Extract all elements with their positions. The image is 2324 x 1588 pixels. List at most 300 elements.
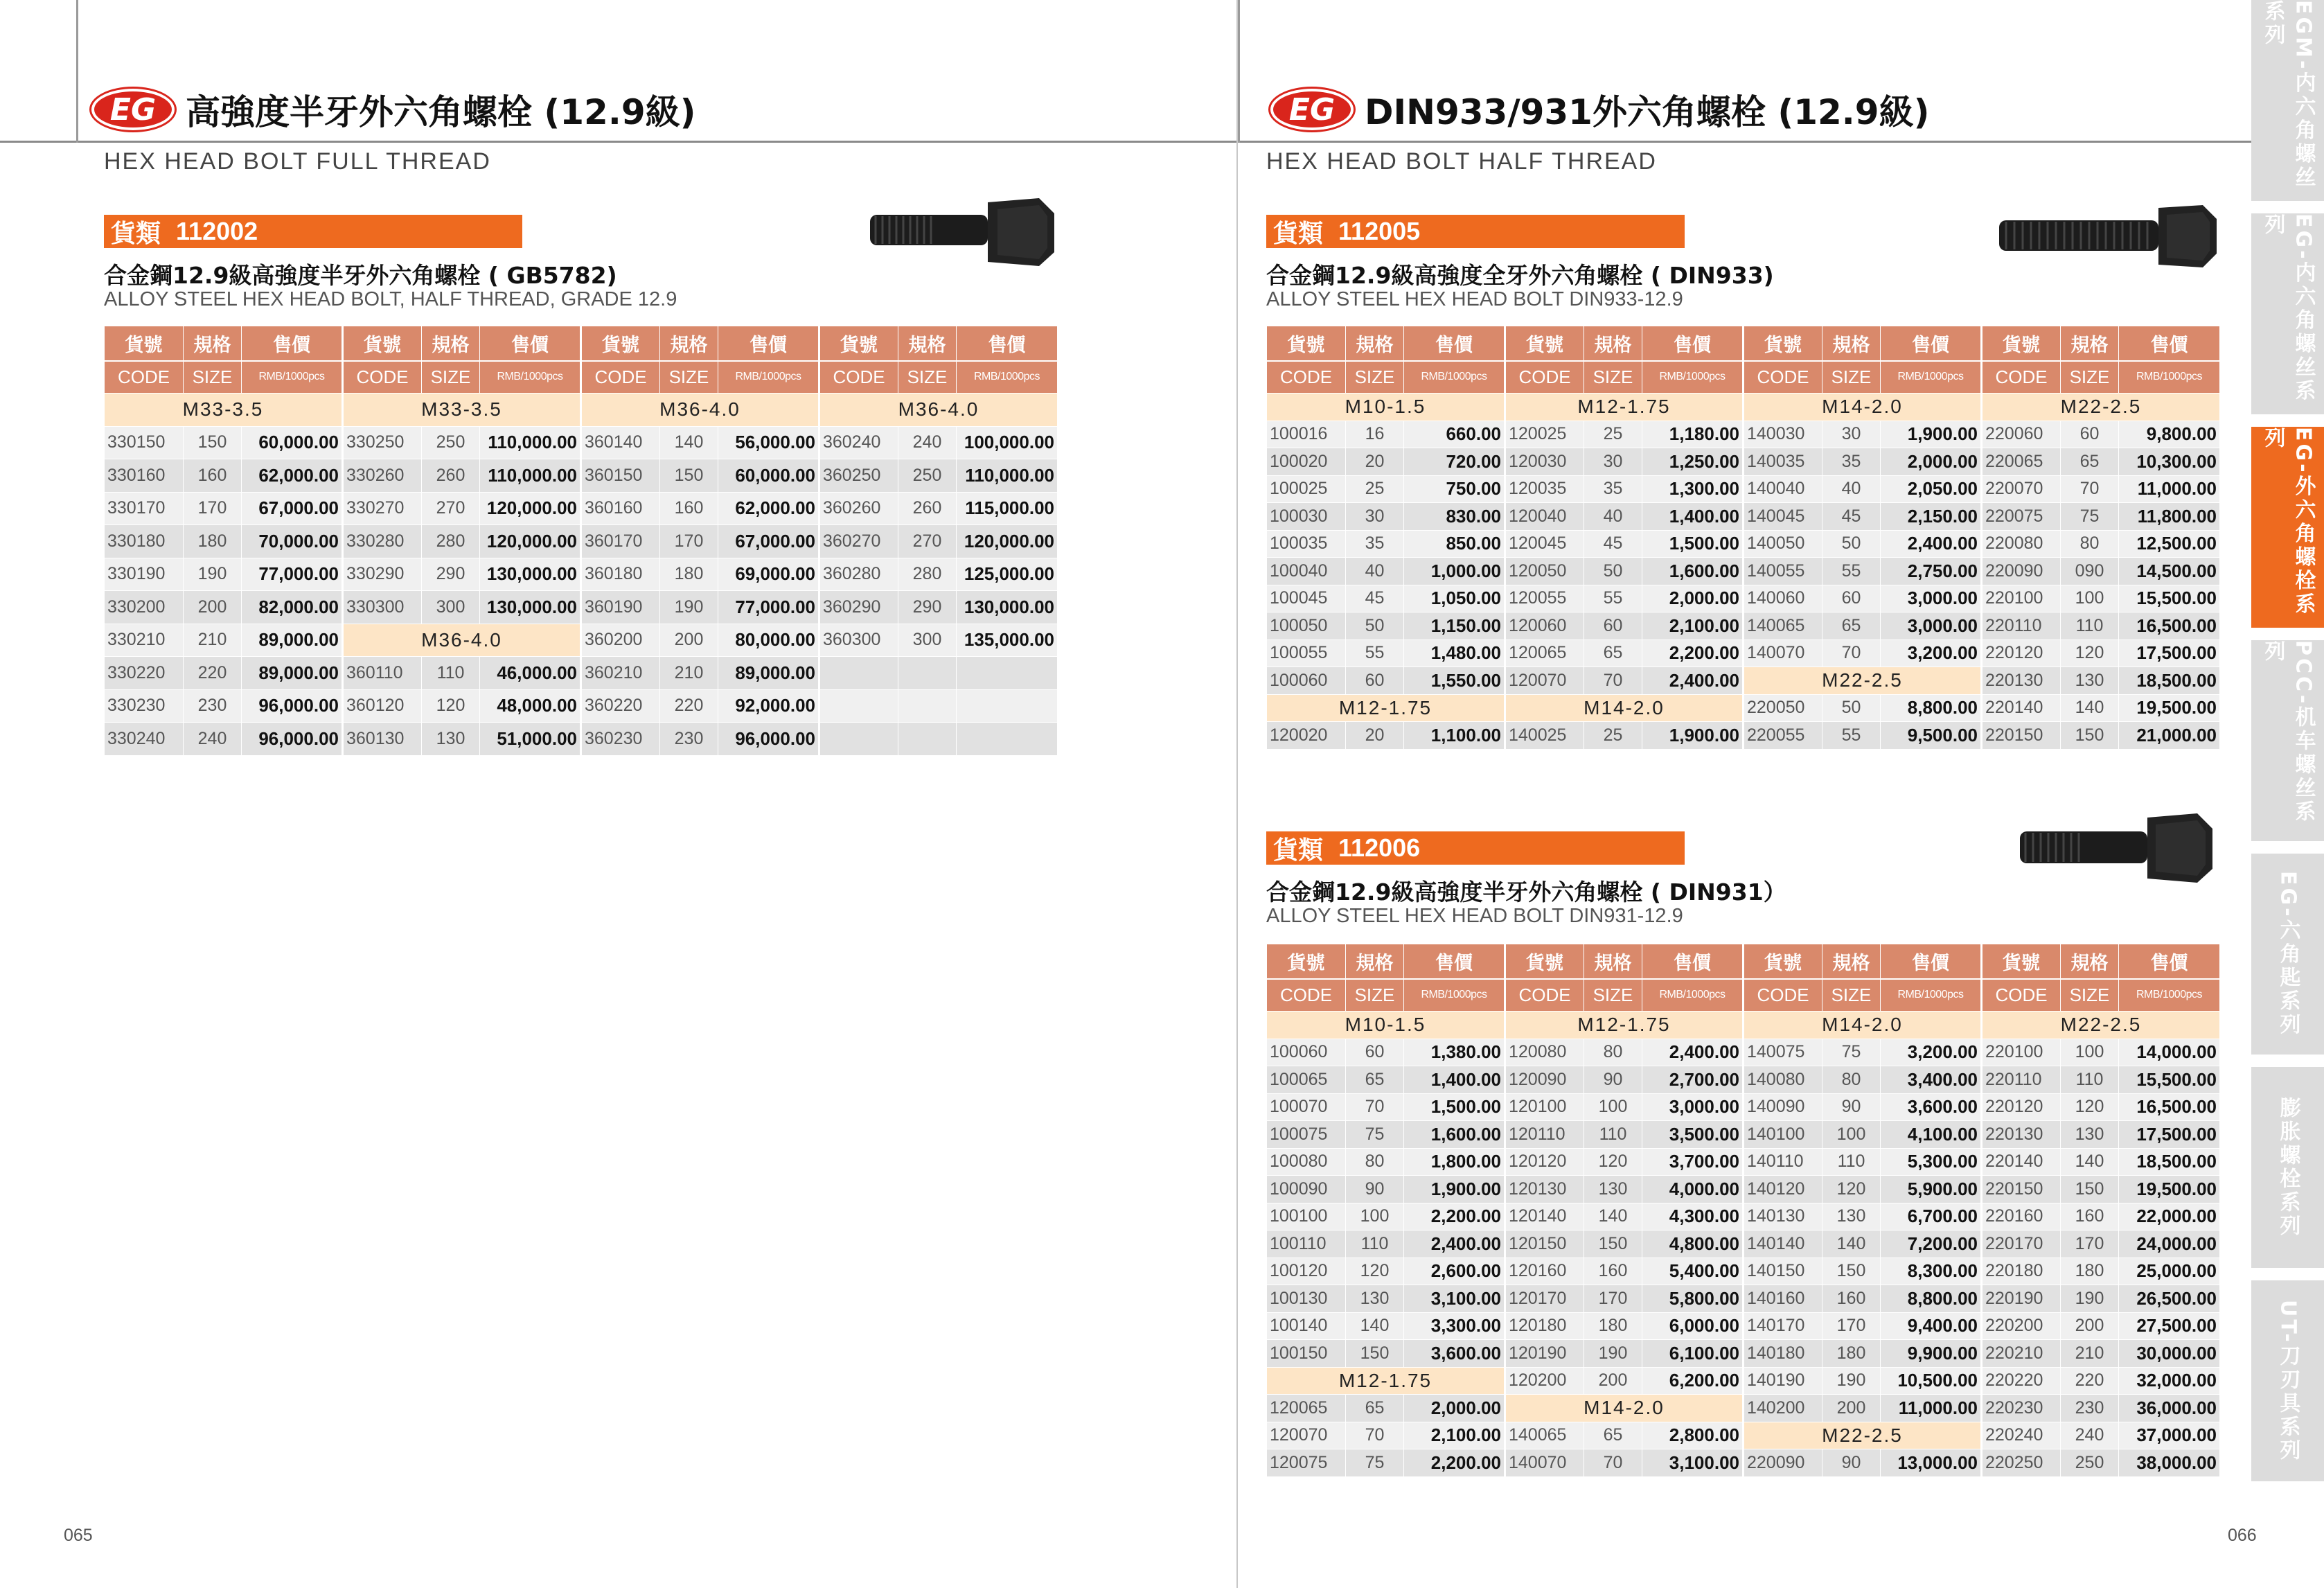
- item-size: 220: [184, 657, 242, 690]
- item-code: 100075: [1267, 1121, 1346, 1149]
- item-size: 100: [1822, 1121, 1881, 1149]
- header-code-en: CODE: [1267, 979, 1346, 1012]
- item-code: 220065: [1982, 448, 2061, 476]
- item-price: 51,000.00: [480, 723, 581, 756]
- item-code: 220120: [1982, 1093, 2061, 1121]
- side-tab[interactable]: 膨胀螺栓系列: [2251, 1067, 2324, 1268]
- item-price: 1,400.00: [1404, 1066, 1505, 1094]
- table-row: [105, 394, 1058, 427]
- header-unit: RMB/1000pcs: [1642, 361, 1744, 394]
- item-code: 100080: [1267, 1148, 1346, 1176]
- item-size: 200: [660, 624, 718, 657]
- left-page-subtitle: HEX HEAD BOLT FULL THREAD: [104, 148, 491, 175]
- eg-logo: EG: [91, 89, 175, 130]
- item-size: 50: [1822, 694, 1881, 722]
- item-size: 90: [1822, 1093, 1881, 1121]
- right-page-header: [1270, 85, 1929, 134]
- item-code: 220150: [1982, 722, 2061, 750]
- table-row: [105, 426, 1058, 459]
- item-price: 60,000.00: [718, 459, 819, 493]
- category-bar-112005: [1266, 215, 1685, 248]
- category-label: 貨類: [111, 219, 161, 248]
- item-code: 100025: [1267, 475, 1346, 503]
- item-size: 290: [422, 558, 480, 591]
- item-code: 140050: [1744, 530, 1822, 558]
- left-page-header: [91, 85, 695, 134]
- item-price: 10,500.00: [1881, 1367, 1982, 1395]
- header-size-en: SIZE: [660, 361, 718, 394]
- item-size: 50: [1346, 612, 1404, 640]
- item-price: 3,700.00: [1642, 1148, 1744, 1176]
- header-size-en: SIZE: [2061, 361, 2119, 394]
- item-size: 16: [1346, 421, 1404, 448]
- item-price: 1,600.00: [1642, 558, 1744, 585]
- item-size: 250: [898, 459, 957, 493]
- item-size: 130: [2061, 1121, 2119, 1149]
- item-price: 9,800.00: [2119, 421, 2220, 448]
- item-price: 1,600.00: [1404, 1121, 1505, 1149]
- item-code: 220090: [1744, 1449, 1822, 1477]
- item-price: 8,800.00: [1881, 694, 1982, 722]
- item-size: 75: [1346, 1449, 1404, 1477]
- item-code: 140065: [1505, 1422, 1584, 1449]
- item-size: 160: [1584, 1258, 1642, 1285]
- item-code: 140110: [1744, 1148, 1822, 1176]
- header-code-en: CODE: [1267, 361, 1346, 394]
- item-code: 120090: [1505, 1066, 1584, 1094]
- table-row: [1267, 1285, 2220, 1313]
- item-size: 150: [1822, 1258, 1881, 1285]
- item-price: 8,300.00: [1881, 1258, 1982, 1285]
- header-price-cn: 售價: [957, 326, 1058, 361]
- item-size: 140: [660, 426, 718, 459]
- header-code-en: CODE: [819, 361, 898, 394]
- item-price: 32,000.00: [2119, 1367, 2220, 1395]
- side-tab[interactable]: EG-内六角螺丝系列: [2251, 213, 2324, 414]
- item-code: 360300: [819, 624, 898, 657]
- table-row: [1267, 421, 2220, 448]
- item-code: 220230: [1982, 1395, 2061, 1422]
- header-size-en: SIZE: [1822, 361, 1881, 394]
- item-code: 220075: [1982, 503, 2061, 531]
- item-size: 140: [2061, 1148, 2119, 1176]
- header-code-en: CODE: [105, 361, 184, 394]
- item-size: 150: [1584, 1230, 1642, 1258]
- item-code: 140140: [1744, 1230, 1822, 1258]
- item-price: 2,200.00: [1642, 639, 1744, 667]
- side-tab[interactable]: EG-外六角螺栓系列: [2251, 427, 2324, 628]
- item-price: 3,000.00: [1881, 585, 1982, 612]
- item-price: 2,150.00: [1881, 503, 1982, 531]
- item-size: 280: [422, 525, 480, 558]
- size-section-header: M10-1.5: [1267, 394, 1505, 421]
- item-price: 62,000.00: [242, 459, 343, 493]
- item-size: 150: [184, 426, 242, 459]
- product-name-en: ALLOY STEEL HEX HEAD BOLT DIN931-12.9: [1266, 905, 1683, 927]
- item-size: 40: [1346, 558, 1404, 585]
- right-page-subtitle: HEX HEAD BOLT HALF THREAD: [1266, 148, 1657, 175]
- item-price: 120,000.00: [480, 525, 581, 558]
- item-size: 190: [184, 558, 242, 591]
- item-size: 180: [1584, 1312, 1642, 1340]
- side-tab[interactable]: EGM-内六角螺丝系列: [2251, 0, 2324, 201]
- item-price: 830.00: [1404, 503, 1505, 531]
- item-size: 110: [422, 657, 480, 690]
- item-size: 80: [1822, 1066, 1881, 1094]
- header-unit: RMB/1000pcs: [480, 361, 581, 394]
- item-size: 45: [1822, 503, 1881, 531]
- header-unit: RMB/1000pcs: [242, 361, 343, 394]
- item-code: 330290: [343, 558, 422, 591]
- item-price: 2,000.00: [1404, 1395, 1505, 1422]
- item-size: 250: [422, 426, 480, 459]
- table-row: [1267, 1039, 2220, 1066]
- header-size-cn: 規格: [2061, 326, 2119, 361]
- item-price: 1,800.00: [1404, 1148, 1505, 1176]
- item-price: 2,100.00: [1404, 1422, 1505, 1449]
- item-code: 100060: [1267, 667, 1346, 695]
- item-code: 140160: [1744, 1285, 1822, 1313]
- item-code: 360170: [581, 525, 660, 558]
- item-price: 2,050.00: [1881, 475, 1982, 503]
- item-code: [819, 723, 898, 756]
- item-price: 70,000.00: [242, 525, 343, 558]
- header-price-cn: 售價: [1881, 326, 1982, 361]
- item-size: 190: [1584, 1340, 1642, 1368]
- item-size: 90: [1346, 1176, 1404, 1203]
- table-row: [1267, 1176, 2220, 1203]
- section-side-tabs: [2251, 0, 2324, 1588]
- item-price: [957, 723, 1058, 756]
- item-price: 56,000.00: [718, 426, 819, 459]
- item-size: 60: [2061, 421, 2119, 448]
- header-size-cn: 規格: [184, 326, 242, 361]
- item-price: 4,300.00: [1642, 1203, 1744, 1230]
- item-code: 220160: [1982, 1203, 2061, 1230]
- item-price: 60,000.00: [242, 426, 343, 459]
- item-size: 55: [1822, 558, 1881, 585]
- side-tab[interactable]: UT-刀刃具系列: [2251, 1280, 2324, 1481]
- size-section-header: M14-2.0: [1744, 1012, 1982, 1039]
- item-size: 260: [898, 492, 957, 525]
- item-code: 100035: [1267, 530, 1346, 558]
- item-code: 100020: [1267, 448, 1346, 476]
- item-code: 330240: [105, 723, 184, 756]
- item-size: 100: [2061, 585, 2119, 612]
- item-code: 120070: [1267, 1422, 1346, 1449]
- item-size: 60: [1584, 612, 1642, 640]
- size-section-header: M36-4.0: [819, 394, 1058, 427]
- header-price-cn: 售價: [2119, 944, 2220, 979]
- item-code: 220090: [1982, 558, 2061, 585]
- item-code: 120075: [1267, 1449, 1346, 1477]
- header-size-en: SIZE: [1584, 979, 1642, 1012]
- header-size-cn: 規格: [422, 326, 480, 361]
- header-code-en: CODE: [1505, 979, 1584, 1012]
- item-size: 210: [184, 624, 242, 657]
- item-price: 2,400.00: [1642, 667, 1744, 695]
- item-size: 210: [660, 657, 718, 690]
- item-price: 96,000.00: [718, 723, 819, 756]
- item-size: 130: [2061, 667, 2119, 695]
- header-code-cn: 貨號: [1744, 944, 1822, 979]
- item-size: 280: [898, 558, 957, 591]
- header-price-cn: 售價: [1642, 944, 1744, 979]
- item-size: 65: [1346, 1066, 1404, 1094]
- item-code: [819, 657, 898, 690]
- table-row: [1267, 1203, 2220, 1230]
- item-code: 120025: [1505, 421, 1584, 448]
- header-price-cn: 售價: [480, 326, 581, 361]
- category-label: 貨類: [1273, 219, 1324, 248]
- item-code: 140070: [1744, 639, 1822, 667]
- header-size-cn: 規格: [1584, 944, 1642, 979]
- item-size: 80: [2061, 530, 2119, 558]
- item-price: 2,200.00: [1404, 1203, 1505, 1230]
- item-size: 70: [1584, 667, 1642, 695]
- item-code: 220140: [1982, 694, 2061, 722]
- item-size: 120: [1584, 1148, 1642, 1176]
- item-code: 360150: [581, 459, 660, 493]
- item-code: 140150: [1744, 1258, 1822, 1285]
- item-code: 140035: [1744, 448, 1822, 476]
- header-size-cn: 規格: [1822, 326, 1881, 361]
- item-size: 270: [898, 525, 957, 558]
- item-code: 140200: [1744, 1395, 1822, 1422]
- item-price: 1,480.00: [1404, 639, 1505, 667]
- half-thread-bolt-image: [2016, 809, 2217, 885]
- item-price: 89,000.00: [242, 657, 343, 690]
- item-price: 36,000.00: [2119, 1395, 2220, 1422]
- item-size: 50: [1584, 558, 1642, 585]
- item-size: 160: [2061, 1203, 2119, 1230]
- item-price: 10,300.00: [2119, 448, 2220, 476]
- item-code: 120065: [1267, 1395, 1346, 1422]
- table-row: [1267, 1367, 2220, 1395]
- item-size: 110: [2061, 612, 2119, 640]
- table-row: [1267, 530, 2220, 558]
- item-size: 230: [184, 689, 242, 723]
- table-row: [1267, 1093, 2220, 1121]
- item-price: 4,100.00: [1881, 1121, 1982, 1149]
- header-code-cn: 貨號: [1267, 326, 1346, 361]
- item-code: 140100: [1744, 1121, 1822, 1149]
- item-price: 120,000.00: [957, 525, 1058, 558]
- item-size: 55: [1346, 639, 1404, 667]
- item-price: 18,500.00: [2119, 667, 2220, 695]
- item-price: 37,000.00: [2119, 1422, 2220, 1449]
- item-size: 70: [1346, 1422, 1404, 1449]
- table-row: [105, 657, 1058, 690]
- item-code: 120150: [1505, 1230, 1584, 1258]
- item-price: 3,000.00: [1642, 1093, 1744, 1121]
- item-price: 1,900.00: [1642, 722, 1744, 750]
- item-size: 140: [1584, 1203, 1642, 1230]
- item-price: 96,000.00: [242, 723, 343, 756]
- item-code: 220110: [1982, 612, 2061, 640]
- item-code: 140030: [1744, 421, 1822, 448]
- item-price: 3,600.00: [1404, 1340, 1505, 1368]
- header-price-cn: 售價: [1881, 944, 1982, 979]
- item-code: 120170: [1505, 1285, 1584, 1313]
- item-price: 7,200.00: [1881, 1230, 1982, 1258]
- item-size: 190: [660, 591, 718, 624]
- right-page-title: DIN933/931外六角螺栓 (12.9級): [1365, 92, 1930, 132]
- left-page-title: 高強度半牙外六角螺栓 (12.9級): [186, 92, 696, 132]
- item-size: 70: [1584, 1449, 1642, 1477]
- item-price: 2,000.00: [1881, 448, 1982, 476]
- item-price: 17,500.00: [2119, 1121, 2220, 1149]
- item-code: 360110: [343, 657, 422, 690]
- item-size: 260: [422, 459, 480, 493]
- item-size: 170: [1584, 1285, 1642, 1313]
- header-size-en: SIZE: [184, 361, 242, 394]
- header-unit: RMB/1000pcs: [1642, 979, 1744, 1012]
- header-code-cn: 貨號: [819, 326, 898, 361]
- item-code: 140090: [1744, 1093, 1822, 1121]
- header-size-en: SIZE: [1346, 361, 1404, 394]
- header-code-cn: 貨號: [581, 326, 660, 361]
- item-price: 3,200.00: [1881, 639, 1982, 667]
- item-code: 360270: [819, 525, 898, 558]
- item-price: 14,500.00: [2119, 558, 2220, 585]
- item-code: 220190: [1982, 1285, 2061, 1313]
- item-price: 3,100.00: [1642, 1449, 1744, 1477]
- item-code: 140080: [1744, 1066, 1822, 1094]
- size-section-header: M12-1.75: [1505, 1012, 1744, 1039]
- item-price: 1,900.00: [1881, 421, 1982, 448]
- item-price: 5,800.00: [1642, 1285, 1744, 1313]
- item-code: 100150: [1267, 1340, 1346, 1368]
- item-code: 220100: [1982, 585, 2061, 612]
- item-code: 140190: [1744, 1367, 1822, 1395]
- item-code: 220070: [1982, 475, 2061, 503]
- item-code: 330190: [105, 558, 184, 591]
- item-code: 330160: [105, 459, 184, 493]
- header-unit: RMB/1000pcs: [2119, 361, 2220, 394]
- item-code: 120190: [1505, 1340, 1584, 1368]
- category-bar-112002: [104, 215, 522, 248]
- table-row: [105, 591, 1058, 624]
- item-price: 3,100.00: [1404, 1285, 1505, 1313]
- item-size: 210: [2061, 1340, 2119, 1368]
- item-size: 150: [2061, 722, 2119, 750]
- center-margin-line: [1238, 0, 1240, 143]
- item-code: 120110: [1505, 1121, 1584, 1149]
- size-section-header: M22-2.5: [1744, 1422, 1982, 1449]
- header-size-en: SIZE: [1584, 361, 1642, 394]
- item-code: 120200: [1505, 1367, 1584, 1395]
- item-code: 220050: [1744, 694, 1822, 722]
- item-size: 110: [1584, 1121, 1642, 1149]
- item-size: 190: [2061, 1285, 2119, 1313]
- item-price: 2,800.00: [1642, 1422, 1744, 1449]
- side-tab[interactable]: PCC-机车螺丝系列: [2251, 640, 2324, 841]
- item-code: 140025: [1505, 722, 1584, 750]
- item-price: 9,500.00: [1881, 722, 1982, 750]
- item-price: 8,800.00: [1881, 1285, 1982, 1313]
- left-margin-line: [76, 0, 78, 143]
- item-price: 92,000.00: [718, 689, 819, 723]
- item-price: 1,180.00: [1642, 421, 1744, 448]
- size-section-header: M33-3.5: [343, 394, 581, 427]
- item-code: 100120: [1267, 1258, 1346, 1285]
- item-code: 220080: [1982, 530, 2061, 558]
- item-size: 75: [1346, 1121, 1404, 1149]
- table-row: [1267, 612, 2220, 640]
- item-size: 130: [1346, 1285, 1404, 1313]
- header-price-cn: 售價: [1642, 326, 1744, 361]
- item-price: 1,380.00: [1404, 1039, 1505, 1066]
- category-bar-112006: [1266, 831, 1685, 865]
- item-price: 25,000.00: [2119, 1258, 2220, 1285]
- item-size: 140: [1822, 1230, 1881, 1258]
- item-code: 120130: [1505, 1176, 1584, 1203]
- side-tab[interactable]: EG-六角匙系列: [2251, 854, 2324, 1055]
- header-code-cn: 貨號: [1982, 326, 2061, 361]
- item-size: 240: [898, 426, 957, 459]
- item-price: 660.00: [1404, 421, 1505, 448]
- item-price: 2,200.00: [1404, 1449, 1505, 1477]
- item-code: [819, 689, 898, 723]
- item-size: [898, 723, 957, 756]
- item-code: 360160: [581, 492, 660, 525]
- price-table-112002: [104, 326, 1058, 756]
- header-price-cn: 售價: [718, 326, 819, 361]
- item-price: 1,300.00: [1642, 475, 1744, 503]
- item-price: 2,750.00: [1881, 558, 1982, 585]
- item-size: [898, 689, 957, 723]
- item-price: 850.00: [1404, 530, 1505, 558]
- item-code: 100070: [1267, 1093, 1346, 1121]
- header-code-en: CODE: [1505, 361, 1584, 394]
- item-code: 330230: [105, 689, 184, 723]
- table-row: [1267, 1258, 2220, 1285]
- half-thread-bolt-image: [866, 194, 1060, 270]
- item-size: 70: [1346, 1093, 1404, 1121]
- item-size: 160: [1822, 1285, 1881, 1313]
- item-price: 46,000.00: [480, 657, 581, 690]
- header-size-en: SIZE: [422, 361, 480, 394]
- item-price: 27,500.00: [2119, 1312, 2220, 1340]
- item-price: 26,500.00: [2119, 1285, 2220, 1313]
- table-row: [1267, 1121, 2220, 1149]
- item-size: 140: [2061, 694, 2119, 722]
- item-code: 140065: [1744, 612, 1822, 640]
- item-code: 100016: [1267, 421, 1346, 448]
- item-price: 1,550.00: [1404, 667, 1505, 695]
- item-code: 360190: [581, 591, 660, 624]
- item-price: 9,900.00: [1881, 1340, 1982, 1368]
- item-code: 140060: [1744, 585, 1822, 612]
- item-size: 110: [2061, 1066, 2119, 1094]
- header-unit: RMB/1000pcs: [1404, 979, 1505, 1012]
- item-code: 220130: [1982, 1121, 2061, 1149]
- item-size: 150: [660, 459, 718, 493]
- item-size: 35: [1346, 530, 1404, 558]
- size-section-header: M22-2.5: [1982, 1012, 2220, 1039]
- item-code: 140040: [1744, 475, 1822, 503]
- item-price: 2,400.00: [1881, 530, 1982, 558]
- item-price: 3,300.00: [1404, 1312, 1505, 1340]
- item-price: [957, 657, 1058, 690]
- size-section-header: M12-1.75: [1267, 694, 1505, 722]
- item-size: 65: [1584, 1422, 1642, 1449]
- item-price: 22,000.00: [2119, 1203, 2220, 1230]
- table-row: [1267, 1395, 2220, 1422]
- item-size: 50: [1822, 530, 1881, 558]
- table-row: [1267, 448, 2220, 476]
